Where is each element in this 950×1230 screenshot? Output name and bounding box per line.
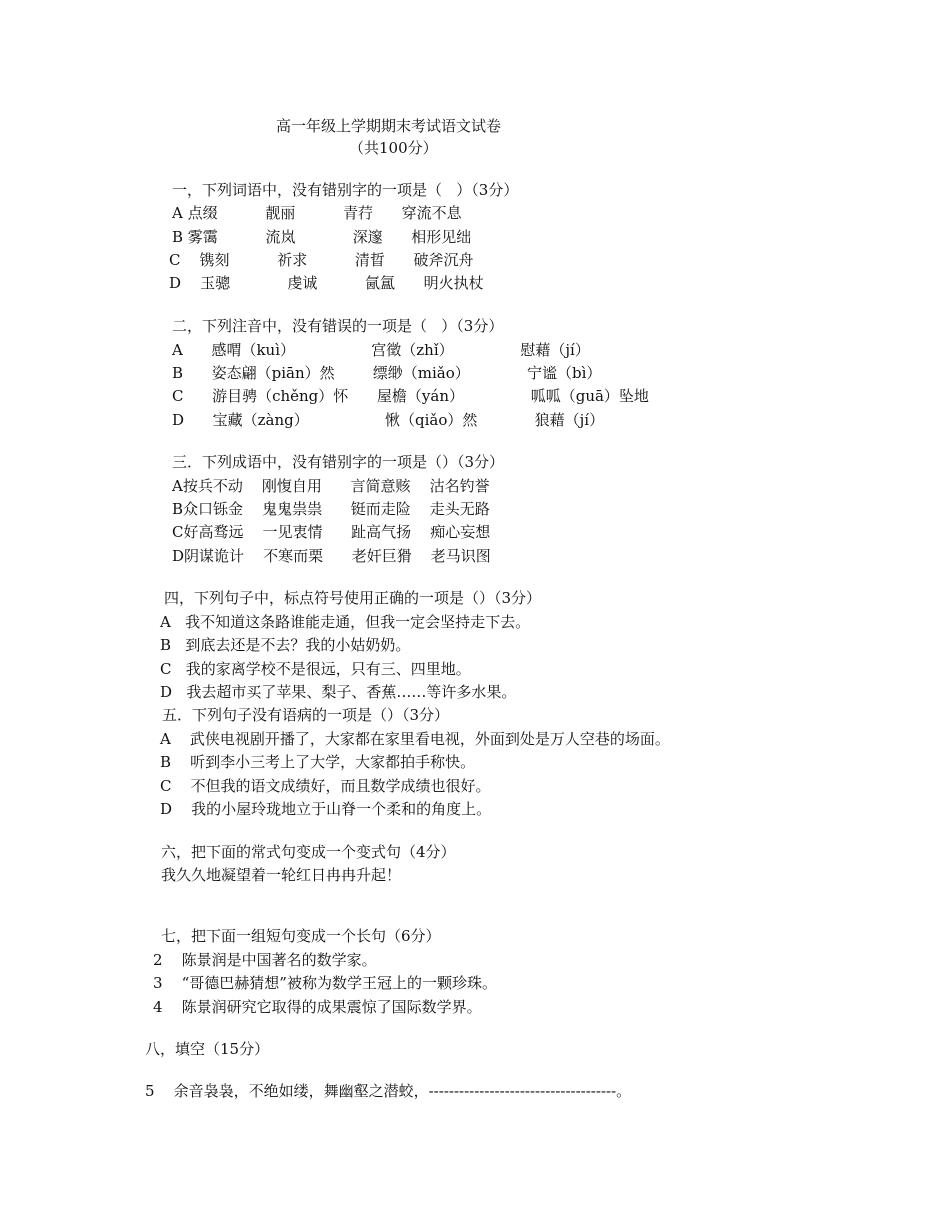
q5-option-a: A 武侠电视剧开播了，大家都在家里看电视，外面到处是万人空巷的场面。 <box>160 730 670 748</box>
page-title: 高一年级上学期期末考试语文试卷 <box>276 117 502 135</box>
q5-option-c: C 不但我的语文成绩好，而且数学成绩也很好。 <box>160 777 491 795</box>
q2-option-b: B 姿态翩（piān）然 缥缈（miǎo） 宁谧（bì） <box>172 364 602 382</box>
q8-heading: 八，填空（15分） <box>145 1040 270 1058</box>
q7-item-2: 2 陈景润是中国著名的数学家。 <box>153 951 377 969</box>
q2-option-a: A 感喟（kuì） 宫徵（zhǐ） 慰藉（jí） <box>172 341 590 359</box>
q5-heading: 五．下列句子没有语病的一项是（）（3分） <box>162 706 450 724</box>
q1-heading: 一，下列词语中，没有错别字的一项是（ ）（3分） <box>172 181 519 199</box>
q2-option-d: D 宝藏（zàng） 愀（qiǎo）然 狼藉（jí） <box>172 411 605 429</box>
q1-option-c: C 镌刻 祈求 清晢 破斧沉舟 <box>169 251 474 269</box>
q4-option-c: C 我的家离学校不是很远，只有三、四里地。 <box>160 660 471 678</box>
q4-option-b: B 到底去还是不去？我的小姑奶奶。 <box>160 636 411 654</box>
q6-heading: 六，把下面的常式句变成一个变式句（4分） <box>161 843 456 861</box>
q2-heading: 二，下列注音中，没有错误的一项是（ ）（3分） <box>172 317 504 335</box>
q1-option-d: D 玉骢 虔诚 氤氲 明火执杖 <box>169 274 484 292</box>
q1-option-a: A 点缀 靓丽 青荇 穿流不息 <box>172 204 462 222</box>
q3-option-c: C好高骛远 一见衷情 趾高气扬 痴心妄想 <box>172 523 491 541</box>
q4-heading: 四，下列句子中，标点符号使用正确的一项是（）（3分） <box>164 589 542 607</box>
q7-item-4: 4 陈景润研究它取得的成果震惊了国际数学界。 <box>153 998 482 1016</box>
q7-item-3: 3 “哥德巴赫猜想”被称为数学王冠上的一颗珍珠。 <box>153 974 497 992</box>
q8-item-5: 5 余音袅袅，不绝如缕，舞幽壑之潜蛟，-------------------------------------。 <box>145 1082 632 1100</box>
q3-heading: 三．下列成语中，没有错别字的一项是（）（3分） <box>172 453 505 471</box>
q7-heading: 七，把下面一组短句变成一个长句（6分） <box>161 927 441 945</box>
q4-option-d: D 我去超市买了苹果、梨子、香蕉……等许多水果。 <box>160 683 517 701</box>
q5-option-b: B 听到李小三考上了大学，大家都拍手称快。 <box>160 753 476 771</box>
q4-option-a: A 我不知道这条路谁能走通，但我一定会坚持走下去。 <box>160 613 531 631</box>
q3-option-b: B众口铄金 鬼鬼祟祟 铤而走险 走头无路 <box>172 500 490 518</box>
q6-sentence: 我久久地凝望着一轮红日冉冉升起！ <box>161 866 402 884</box>
q3-option-a: A按兵不动 刚愎自用 言简意赅 沽名钓誉 <box>172 477 490 495</box>
q3-option-d: D阴谋诡计 不寒而栗 老奸巨猾 老马识图 <box>172 547 491 565</box>
page-subtitle: （共100分） <box>349 139 438 157</box>
q2-option-c: C 游目骋（chěng）怀 屋檐（yán） 呱呱（guā）坠地 <box>172 387 649 405</box>
q5-option-d: D 我的小屋玲珑地立于山脊一个柔和的角度上。 <box>160 800 492 818</box>
q1-option-b: B 雾霭 流岚 深邃 相形见绌 <box>172 228 472 246</box>
